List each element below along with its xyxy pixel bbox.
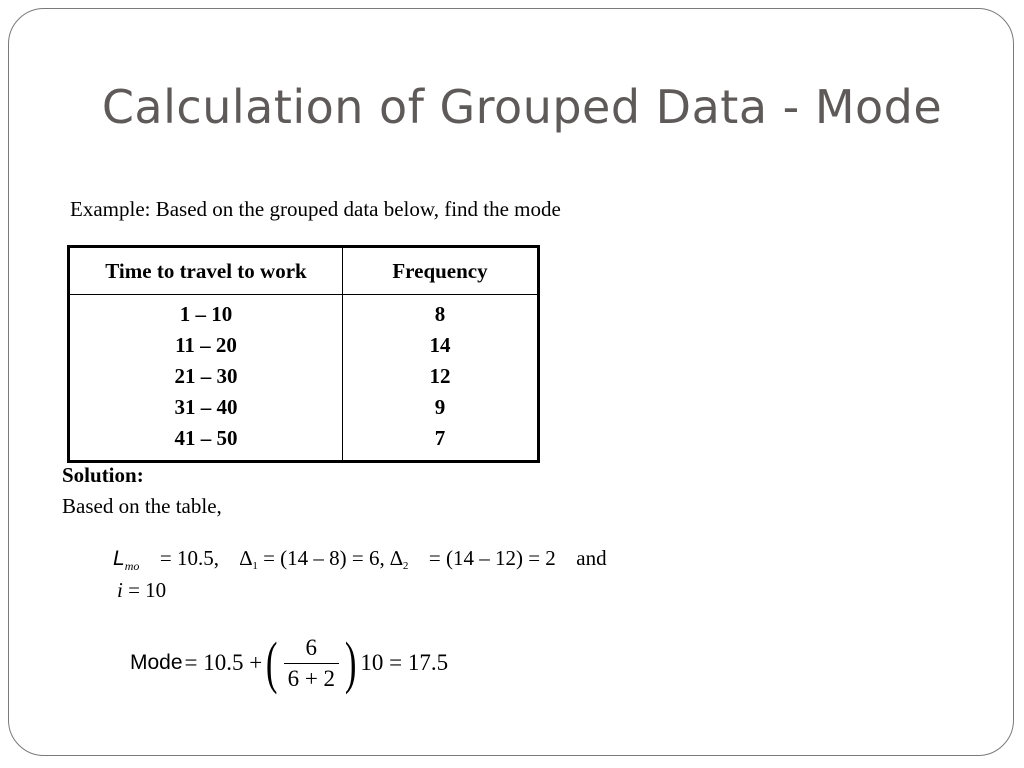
solution-text: Based on the table, (62, 494, 222, 518)
fraction-numerator: 6 (305, 634, 318, 660)
fraction (284, 635, 339, 692)
class-width-line (117, 578, 166, 603)
frequency-table (67, 245, 540, 463)
right-paren: ) (344, 630, 357, 695)
class-interval-column (69, 295, 343, 462)
i-symbol: i (117, 578, 123, 602)
frequency-value: 12 (429, 364, 451, 388)
solution-label: Solution: (62, 463, 144, 487)
frequency-value: 7 (434, 426, 446, 450)
left-paren: ( (266, 630, 278, 695)
header-frequency: Frequency (343, 247, 539, 295)
lmo-symbol: L (113, 547, 125, 570)
i-value: = 10 (128, 578, 167, 602)
class-interval: 1 – 10 (179, 302, 233, 326)
page-title: Calculation of Grouped Data - Mode (101, 80, 943, 134)
lmo-value: = 10.5, (159, 546, 219, 570)
delta2-symbol: ∆ (390, 546, 403, 570)
class-interval: 31 – 40 (174, 395, 238, 419)
formula-post: 10 = 17.5 (360, 650, 449, 675)
frequency-value: 9 (434, 395, 446, 419)
and-word: and (576, 546, 607, 570)
class-interval: 11 – 20 (175, 333, 237, 357)
delta2-subscript: 2 (402, 560, 409, 572)
table-header-row (69, 247, 539, 295)
example-prompt: Example: Based on the grouped data below, find the mode (70, 197, 561, 221)
frequency-value: 8 (434, 302, 446, 326)
table-row (69, 295, 539, 462)
lmo-subscript: mo (124, 559, 140, 573)
formula-pre: = 10.5 + (184, 650, 263, 675)
delta1-value: = (14 – 8) = 6, (263, 546, 385, 570)
mode-formula (130, 630, 448, 696)
frequency-column (343, 295, 539, 462)
class-interval: 21 – 30 (174, 364, 238, 388)
frequency-value: 14 (429, 333, 451, 357)
delta2-value: = (14 – 12) = 2 (428, 546, 556, 570)
class-interval: 41 – 50 (174, 426, 238, 450)
fraction-denominator: 6 + 2 (284, 663, 339, 692)
header-time: Time to travel to work (69, 247, 343, 295)
mode-label: Mode (130, 651, 183, 674)
delta1-subscript: 1 (252, 560, 258, 572)
given-values-line (113, 546, 607, 574)
delta1-symbol: ∆ (239, 546, 253, 570)
